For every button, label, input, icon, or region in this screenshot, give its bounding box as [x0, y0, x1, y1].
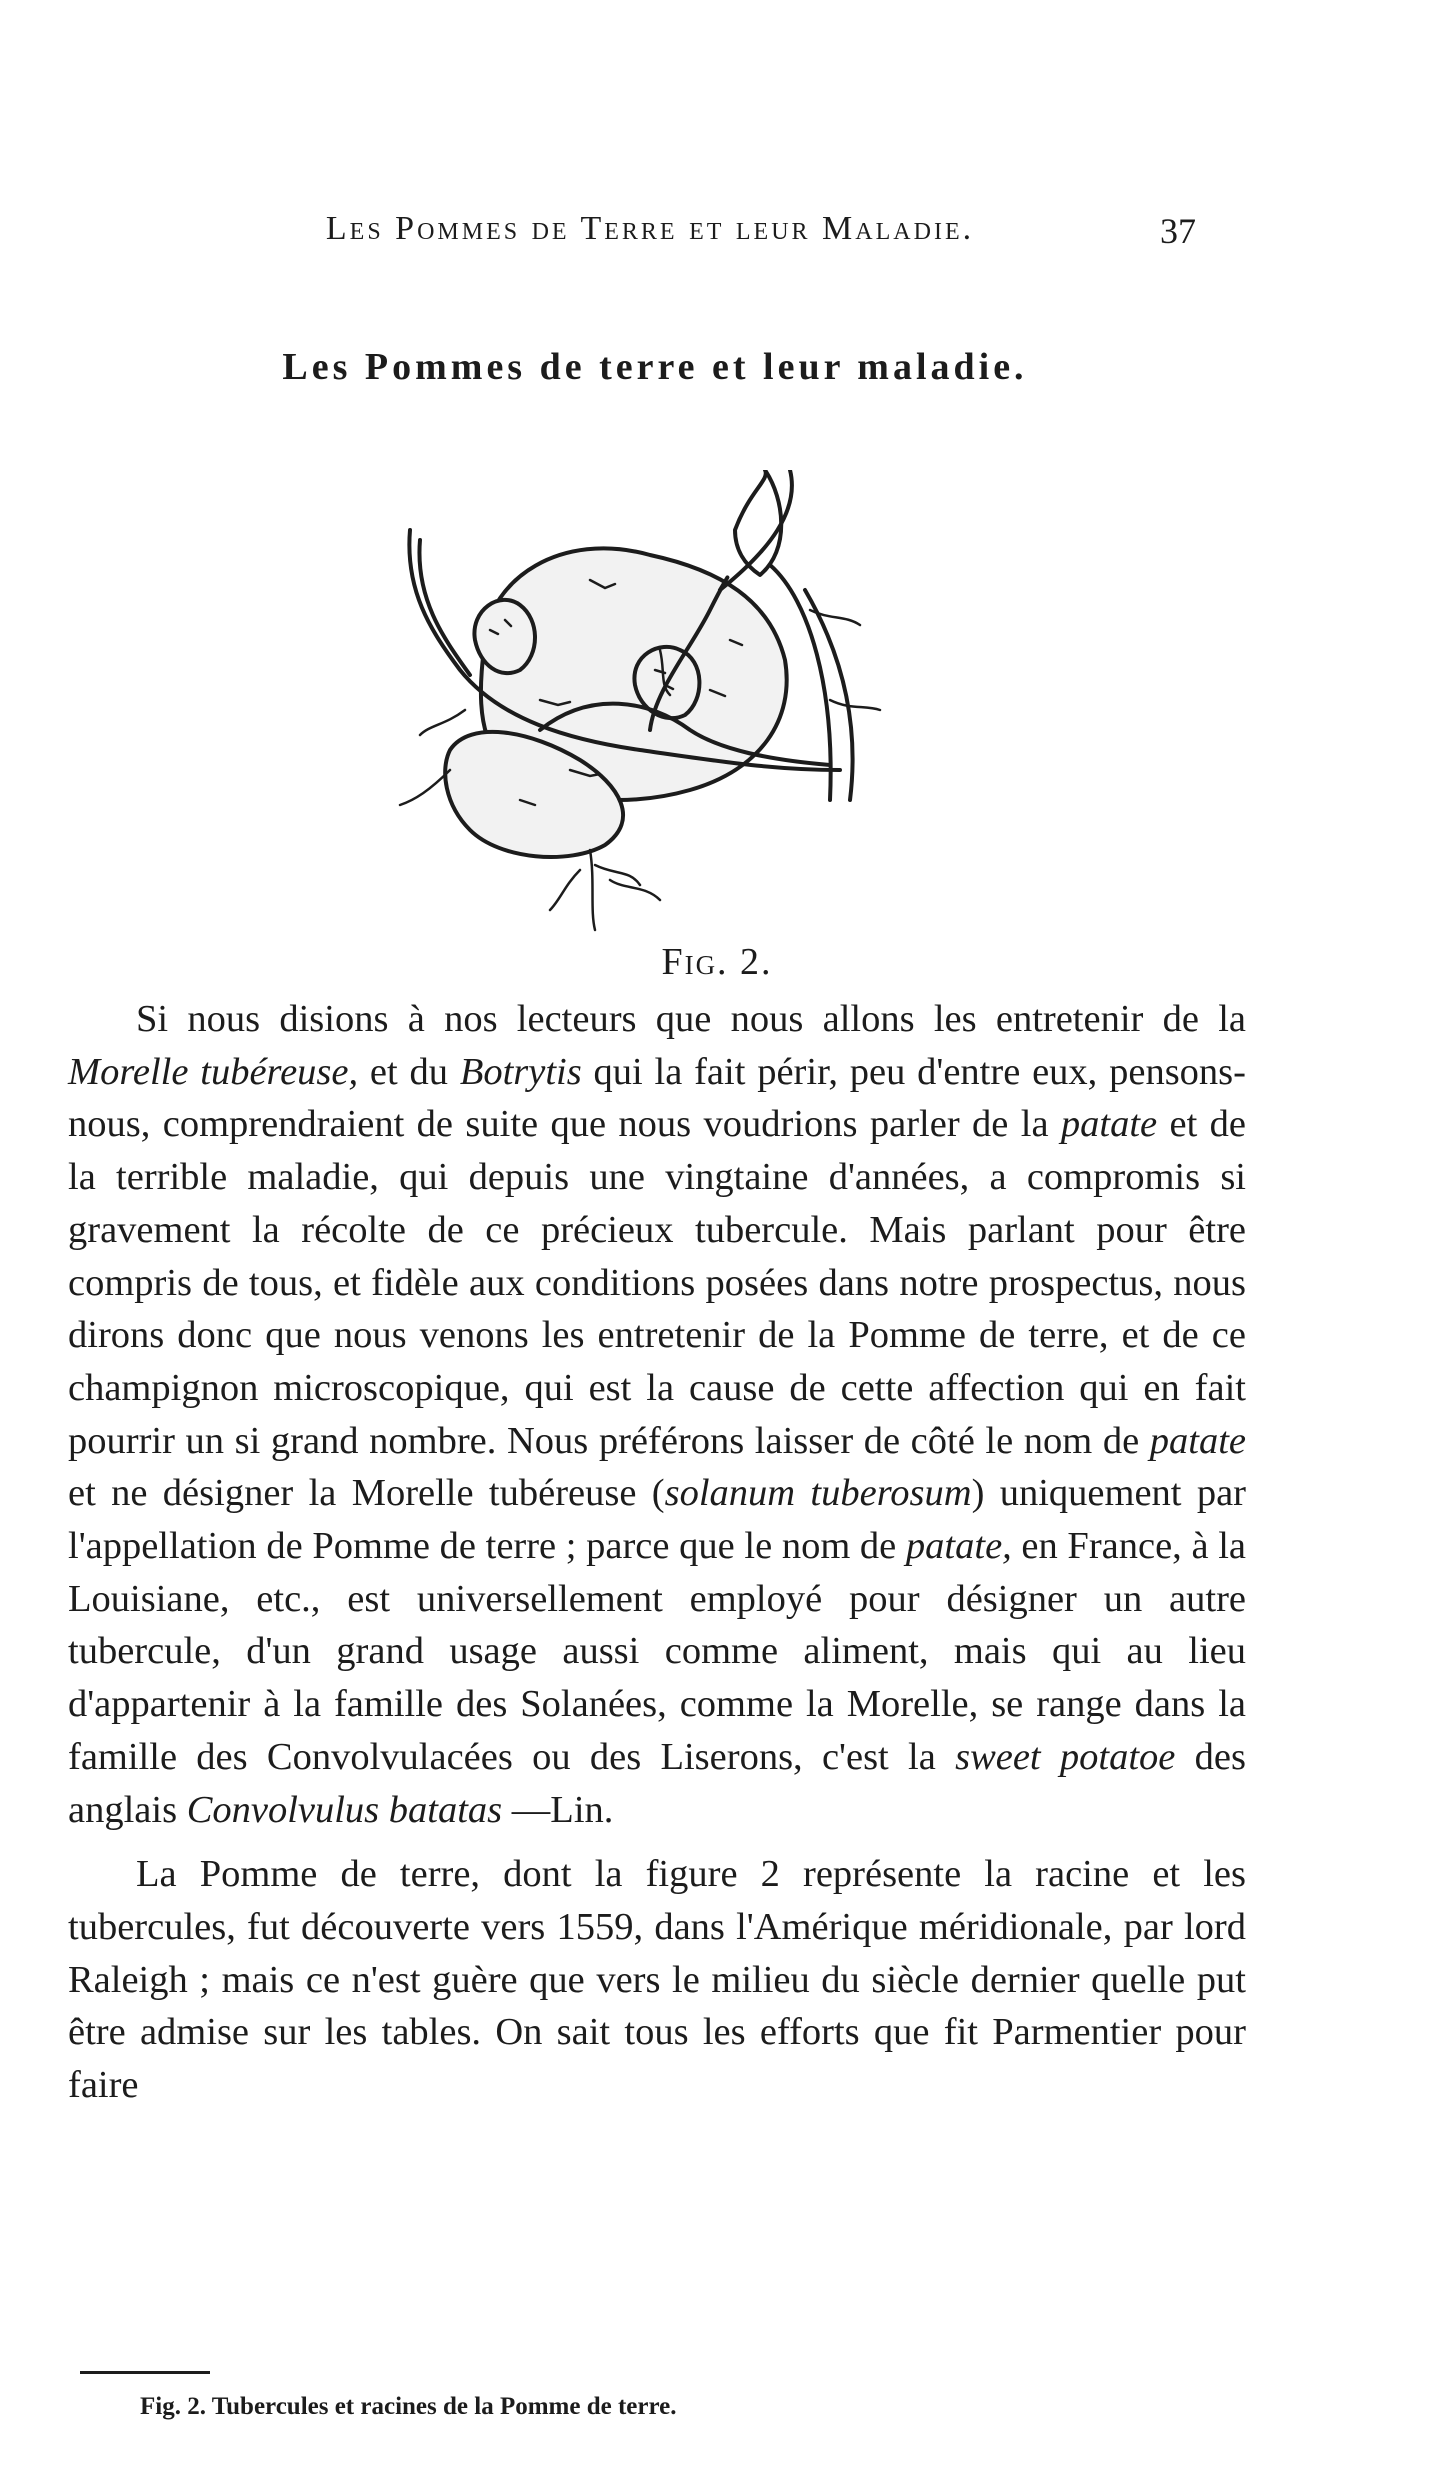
italic-term: patate — [1149, 1419, 1246, 1462]
text-run: qui la fait périr, peu d'entre eux, pensons-nous, comprendraient de suite que nous voudrions parler de la — [68, 1050, 1246, 1146]
text-run: —Lin. — [502, 1788, 614, 1831]
small-tuber-left — [474, 600, 535, 673]
body-text — [68, 993, 1246, 2112]
text-run: et du — [358, 1050, 460, 1093]
italic-term: patate — [1060, 1103, 1158, 1146]
page-number: 37 — [1160, 211, 1196, 251]
shoot-bud — [735, 470, 781, 575]
figure-caption: Fig. 2. — [661, 941, 773, 983]
text-run: des anglais — [68, 1735, 1246, 1831]
article-title: Les Pommes de terre et leur maladie. — [282, 346, 1028, 388]
italic-term: Morelle tubéreuse, — [68, 1050, 359, 1093]
italic-term: patate, — [905, 1525, 1012, 1568]
text-run: Si nous disions à nos lecteurs que nous allons les entretenir de la — [136, 998, 1246, 1040]
potato-illustration — [390, 470, 910, 940]
paragraph-2: La Pomme de terre, dont la figure 2 représente la racine et les tubercules, fut découverte vers 1559, dans l'Amérique méridionale, par lord Raleigh ; mais ce n'est guère que vers le milieu du siècle dernier quelle put être admise sur les tables. On sait tous les efforts que fit Parmentier pour faire — [68, 1853, 1246, 2107]
text-run: ) uniquement par l'appellation de Pomme de terre ; parce que le nom de — [68, 1472, 1246, 1568]
paragraph-1 — [68, 993, 1246, 1836]
text-run: et de la terrible maladie, qui depuis une vingtaine d'années, a compromis si gravement la récolte de ce précieux tubercule. Mais parlant pour être compris de tous, et fidèle aux conditions posées dans notre prospectus, nous dirons donc que nous venons les entretenir de la Pomme de terre, et de ce champignon microscopique, qui est la cause de cette affection qui en fait pourrir un si grand nombre. Nous préférons laisser de côté le nom de — [68, 1103, 1247, 1462]
footnote-rule — [80, 2371, 210, 2374]
italic-term: Convolvulus batatas — [186, 1788, 503, 1831]
italic-term: sweet potatoe — [955, 1735, 1176, 1778]
italic-term: Botrytis — [459, 1050, 582, 1093]
text-run: en France, à la Louisiane, etc., est universellement employé pour désigner un autre tubercule, d'un grand usage aussi comme aliment, mais qui au lieu d'appartenir à la famille des Solanées, comme la Morelle, se range dans la famille des Convolvulacées ou des Liserons, c'est la — [68, 1525, 1246, 1778]
italic-term: solanum tuberosum — [664, 1472, 972, 1515]
footnote: Fig. 2. Tubercules et racines de la Pomme de terre. — [140, 2393, 677, 2420]
running-title: Les Pommes de Terre et leur Maladie. — [325, 210, 975, 247]
text-run: et ne désigner la Morelle tubéreuse ( — [68, 1472, 665, 1515]
